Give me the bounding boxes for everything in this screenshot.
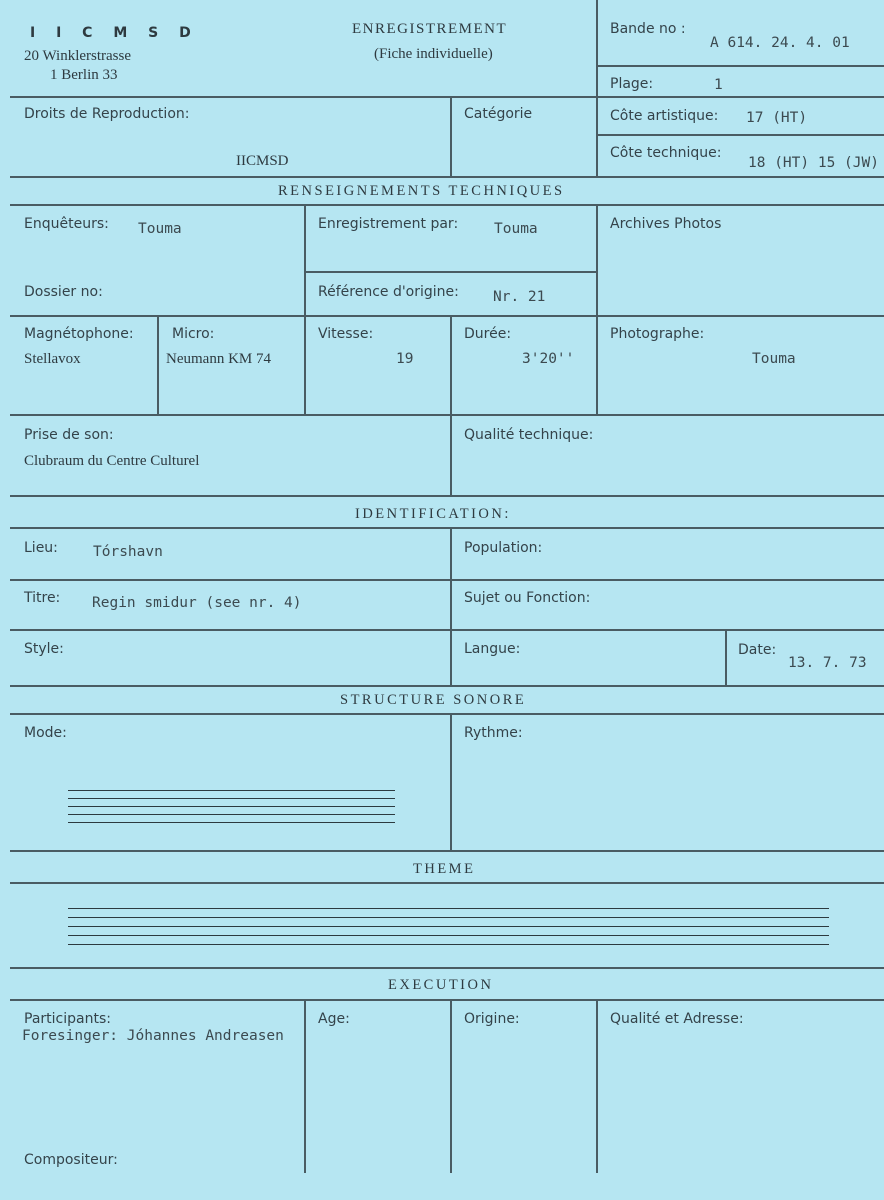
rule (725, 629, 727, 685)
date-value: 13. 7. 73 (788, 655, 867, 671)
rule (10, 204, 884, 206)
droits-value: IICMSD (236, 153, 289, 169)
micro-label: Micro: (172, 326, 215, 342)
vitesse-value: 19 (396, 351, 414, 367)
mode-label: Mode: (24, 725, 67, 741)
staff-line (68, 806, 395, 807)
population-label: Population: (464, 540, 543, 556)
magnetophone-label: Magnétophone: (24, 326, 134, 342)
lieu-label: Lieu: (24, 540, 58, 556)
plage-label: Plage: (610, 76, 654, 92)
rule (10, 999, 884, 1001)
form-subtitle: (Fiche individuelle) (374, 46, 493, 62)
sujet-label: Sujet ou Fonction: (464, 590, 591, 606)
compositeur-label: Compositeur: (24, 1152, 118, 1168)
droits-label: Droits de Reproduction: (24, 106, 190, 122)
section-title-structure: STRUCTURE SONORE (340, 692, 527, 708)
duree-value: 3'20'' (522, 351, 575, 367)
rule (596, 134, 884, 136)
rule (450, 315, 452, 495)
rule (450, 527, 452, 685)
staff-line (68, 790, 395, 791)
plage-value: 1 (714, 77, 723, 93)
photographe-label: Photographe: (610, 326, 705, 342)
enregistrement-par-value: Touma (494, 221, 538, 237)
rule (10, 527, 884, 529)
style-label: Style: (24, 641, 64, 657)
org-address-line1: 20 Winklerstrasse (24, 48, 132, 64)
section-title-execution: EXECUTION (388, 977, 494, 993)
enregistrement-par-label: Enregistrement par: (318, 216, 459, 232)
cote-technique-value: 18 (HT) 15 (JW) (748, 155, 879, 171)
titre-value: Regin smidur (see nr. 4) (92, 595, 302, 611)
rule (10, 685, 884, 687)
rule (10, 176, 884, 178)
categorie-label: Catégorie (464, 106, 533, 122)
rule (10, 967, 884, 969)
cote-artistique-value: 17 (HT) (746, 110, 808, 126)
staff-line (68, 944, 829, 945)
qualite-technique-label: Qualité technique: (464, 427, 594, 443)
rule (450, 96, 452, 176)
rule (10, 850, 884, 852)
qualite-adresse-label: Qualité et Adresse: (610, 1011, 744, 1027)
rule (10, 882, 884, 884)
staff-line (68, 908, 829, 909)
rule (10, 96, 884, 98)
rule (10, 414, 884, 416)
rule (304, 204, 306, 414)
origine-label: Origine: (464, 1011, 520, 1027)
prise-de-son-label: Prise de son: (24, 427, 114, 443)
age-label: Age: (318, 1011, 350, 1027)
archives-photos-label: Archives Photos (610, 216, 722, 232)
org-name: I I C M S D (30, 25, 199, 41)
langue-label: Langue: (464, 641, 521, 657)
staff-line (68, 926, 829, 927)
rule (10, 495, 884, 497)
duree-label: Durée: (464, 326, 512, 342)
rule (596, 204, 598, 414)
rule (10, 629, 884, 631)
rule (596, 0, 598, 176)
titre-label: Titre: (24, 590, 61, 606)
cote-artistique-label: Côte artistique: (610, 108, 719, 124)
participants-label: Participants: (24, 1011, 111, 1027)
enqueteurs-label: Enquêteurs: (24, 216, 109, 232)
rule (10, 713, 884, 715)
org-address-line2: 1 Berlin 33 (50, 67, 118, 83)
section-title-technique: RENSEIGNEMENTS TECHNIQUES (278, 183, 565, 199)
staff-line (68, 798, 395, 799)
bande-value: A 614. 24. 4. 01 (710, 35, 850, 51)
bande-label: Bande no : (610, 21, 686, 37)
reference-value: Nr. 21 (493, 289, 546, 305)
lieu-value: Tórshavn (93, 544, 163, 560)
cote-technique-label: Côte technique: (610, 145, 722, 161)
micro-value: Neumann KM 74 (166, 351, 271, 367)
rule (10, 315, 884, 317)
reference-label: Référence d'origine: (318, 284, 459, 300)
date-label: Date: (738, 642, 777, 658)
participants-value: Foresinger: Jóhannes Andreasen (22, 1028, 284, 1044)
rule (304, 999, 306, 1173)
enqueteurs-value: Touma (138, 221, 182, 237)
rule (450, 999, 452, 1173)
magnetophone-value: Stellavox (24, 351, 81, 367)
section-title-identification: IDENTIFICATION: (355, 506, 511, 522)
dossier-label: Dossier no: (24, 284, 103, 300)
staff-line (68, 935, 829, 936)
rule (596, 999, 598, 1173)
rule (596, 65, 884, 67)
form-title: ENREGISTREMENT (352, 21, 508, 37)
photographe-value: Touma (752, 351, 796, 367)
rythme-label: Rythme: (464, 725, 523, 741)
rule (157, 315, 159, 414)
vitesse-label: Vitesse: (318, 326, 374, 342)
staff-line (68, 917, 829, 918)
staff-line (68, 814, 395, 815)
section-title-theme: THEME (413, 861, 476, 877)
staff-line (68, 822, 395, 823)
rule (450, 713, 452, 850)
rule (10, 579, 884, 581)
prise-de-son-value: Clubraum du Centre Culturel (24, 453, 200, 469)
rule (304, 271, 597, 273)
